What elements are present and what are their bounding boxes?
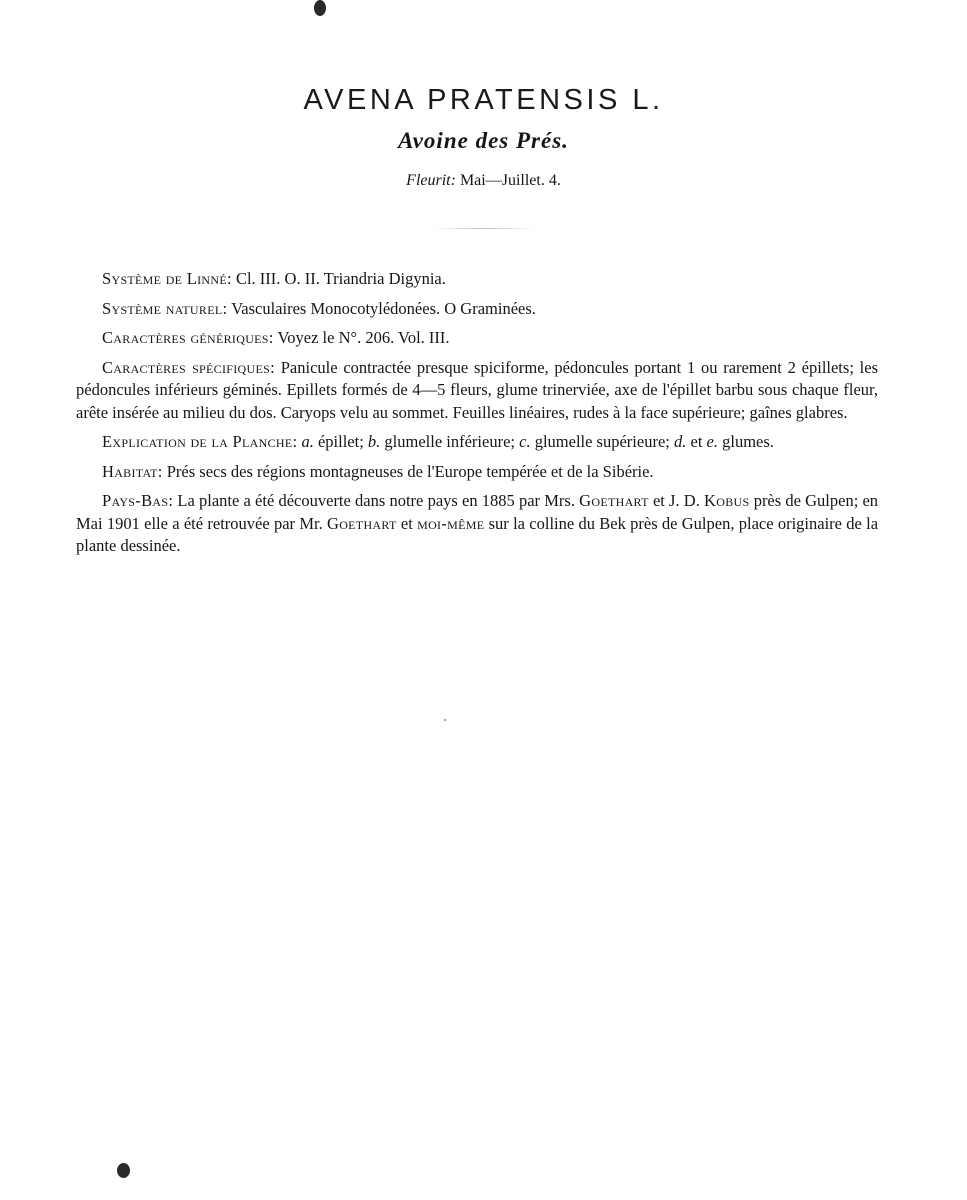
figure-caption-b: glumelle inférieure; <box>384 432 515 451</box>
naturel-paragraph <box>76 298 878 321</box>
ink-speck-bottom <box>117 1163 130 1178</box>
naturel-label: Système naturel: <box>102 298 228 318</box>
dust-speck <box>444 719 446 721</box>
pays-bas-text-2: et J. D. <box>652 491 700 510</box>
description-body <box>76 268 878 565</box>
generiques-paragraph <box>76 327 878 350</box>
figure-letter-b: b. <box>367 432 381 451</box>
habitat-paragraph <box>76 461 878 484</box>
flowering-period <box>0 172 967 190</box>
pays-bas-paragraph <box>76 490 878 558</box>
specifiques-paragraph <box>76 357 878 425</box>
figure-letter-c: c. <box>519 432 531 451</box>
specifiques-label: Caractères spécifiques: <box>102 357 275 377</box>
flowering-label: Fleurit: <box>406 172 456 189</box>
generiques-text: Voyez le N°. 206. Vol. III. <box>277 328 450 347</box>
figure-letter-e: e. <box>706 432 718 451</box>
pays-bas-label: Pays-Bas: <box>102 491 174 510</box>
pays-bas-text-4: et <box>400 513 413 533</box>
figure-caption-c: glumelle supérieure; <box>534 432 670 451</box>
person-name-kobus: Kobus <box>704 491 750 510</box>
person-name-goethart: Goethart <box>579 491 649 510</box>
figure-caption-e: glumes. <box>722 432 774 451</box>
naturel-text: Vasculaires Monocotylédonées. O Graminées. <box>231 298 536 318</box>
figure-letter-a: a. <box>301 432 314 451</box>
ink-speck-top <box>314 0 326 16</box>
habitat-text: Prés secs des régions montagneuses de l'Europe tempérée et de la Sibérie. <box>166 461 654 481</box>
flowering-value: Mai—Juillet. 4. <box>459 172 561 189</box>
generiques-label: Caractères génériques: <box>102 328 274 347</box>
specifiques-text: Panicule contractée presque spiciforme, pédoncules portant 1 ou rarement 2 épillets; les pédoncules inférieurs géminés. Epillets formés de 4—5 fleurs, glume trinerviée, axe de l'épillet barbu sous chaque fleur, arête insérée au milieu du dos. Caryops velu au sommet. Feuilles linéaires, rudes à la face supérieure; gaînes glabres. <box>76 357 879 422</box>
figure-caption-d: et <box>690 432 703 451</box>
page-title: AVENA PRATENSIS L. <box>303 84 664 116</box>
title-divider <box>432 228 536 229</box>
person-name-author: moi-même <box>417 513 485 533</box>
explication-paragraph <box>76 431 878 454</box>
person-name-goethart-2: Goethart <box>327 513 397 533</box>
figure-letter-d: d. <box>674 432 687 451</box>
page-subtitle: Avoine des Prés. <box>398 128 569 153</box>
habitat-label: Habitat: <box>102 461 163 481</box>
linne-text: Cl. III. O. II. Triandria Digynia. <box>235 269 446 288</box>
explication-label: Explication de la Planche: <box>102 432 298 451</box>
linne-paragraph <box>76 268 878 291</box>
pays-bas-text-5: sur la colline du Bek près de Gulpen, place originaire de la plante dessinée. <box>76 513 879 555</box>
pays-bas-text-1: La plante a été découverte dans notre pays en 1885 par Mrs. <box>177 491 575 510</box>
pays-bas-text-3: près de Gulpen; en Mai 1901 elle a été retrouvée par Mr. <box>76 491 879 533</box>
linne-label: Système de Linné: <box>102 269 232 288</box>
figure-caption-a: épillet; <box>317 432 364 451</box>
